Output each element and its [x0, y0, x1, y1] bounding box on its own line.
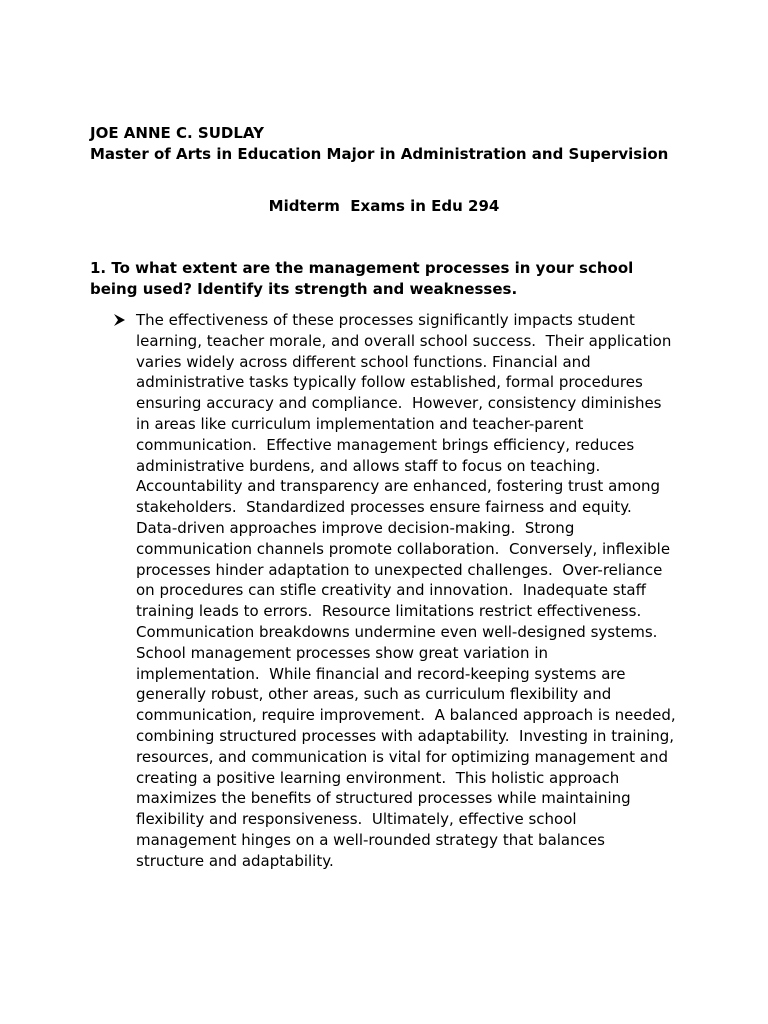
degree-program: Master of Arts in Education Major in Administration and Supervision [90, 145, 669, 163]
answer-line: training leads to errors. Resource limitations restrict effectiveness. [136, 602, 642, 621]
exam-title: Midterm Exams in Edu 294 [268, 197, 500, 215]
answer-line: Accountability and transparency are enhanced, fostering trust among [136, 477, 661, 496]
answer-line: Communication breakdowns undermine even well-designed systems. [136, 622, 658, 641]
answer-line: The effectiveness of these processes significantly impacts student [136, 311, 635, 329]
answer-line: communication channels promote collaboration. Conversely, inflexible [136, 539, 671, 558]
answer-line: communication. Effective management brings efficiency, reduces [136, 435, 635, 454]
answer-line: communication, require improvement. A balanced approach is needed, [136, 706, 676, 725]
question-line: 1. To what extent are the management processes in your school [90, 259, 634, 277]
question-1 [90, 258, 680, 300]
author-name: JOE ANNE C. SUDLAY [90, 124, 264, 142]
answer-line: in areas like curriculum implementation and teacher-parent [136, 414, 584, 433]
answer-line: resources, and communication is vital for optimizing management and [136, 747, 669, 766]
answer-paragraph [136, 310, 696, 872]
answer-line: combining structured processes with adaptability. Investing in training, [136, 726, 675, 745]
question-line: being used? Identify its strength and weaknesses. [90, 280, 518, 298]
answer-line: management hinges on a well-rounded strategy that balances [136, 830, 605, 849]
answer-line: flexibility and responsiveness. Ultimately, effective school [136, 810, 577, 829]
answer-line: structure and adaptability. [136, 851, 334, 870]
answer-line: varies widely across different school functions. Financial and [136, 352, 591, 371]
answer-line: stakeholders. Standardized processes ensure fairness and equity. [136, 498, 632, 517]
arrowhead-bullet-icon [112, 313, 128, 327]
answer-line: generally robust, other areas, such as curriculum flexibility and [136, 685, 612, 704]
answer-line: learning, teacher morale, and overall school success. Their application [136, 331, 672, 350]
answer-line: maximizes the benefits of structured processes while maintaining [136, 789, 631, 808]
answer-line: creating a positive learning environment. This holistic approach [136, 768, 620, 787]
answer-line: processes hinder adaptation to unexpected challenges. Over-reliance [136, 560, 663, 579]
answer-line: administrative burdens, and allows staff to focus on teaching. [136, 456, 601, 475]
answer-line: ensuring accuracy and compliance. However, consistency diminishes [136, 394, 662, 413]
answer-line: School management processes show great variation in [136, 643, 549, 662]
answer-line: Data-driven approaches improve decision-making. Strong [136, 518, 575, 537]
answer-line: administrative tasks typically follow established, formal procedures [136, 373, 643, 392]
answer-line: on procedures can stifle creativity and innovation. Inadequate staff [136, 581, 646, 600]
answer-line: implementation. While financial and record-keeping systems are [136, 664, 626, 683]
